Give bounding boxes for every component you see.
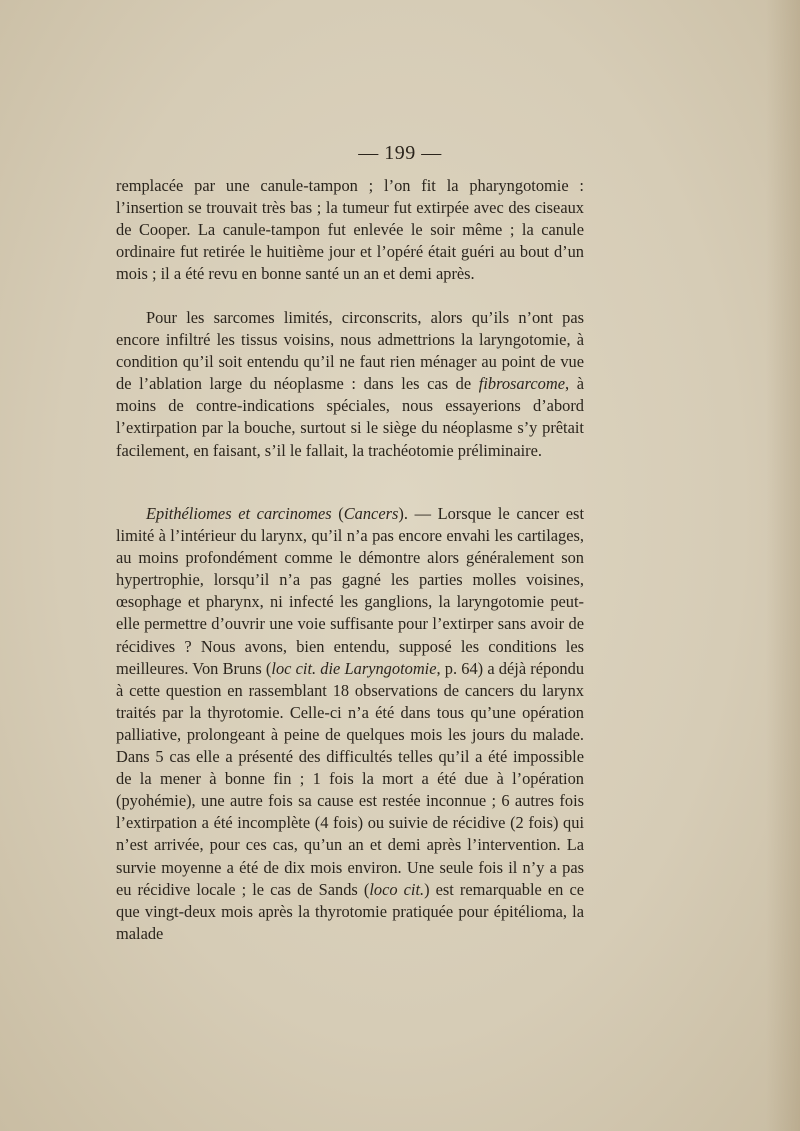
paragraph-2-text-b: , à moins de contre-indications spéciales, nous essayerions d’abord l’extirpation par la bouche, surtout si le siège du néoplasme s’y prêtait facilement, en faisant, s’il le fallait, la trachéotomie préliminaire. xyxy=(116,374,584,460)
paragraph-3-paren-open: ( xyxy=(331,504,344,523)
citation-von-bruns: loc cit. die Laryngotomie xyxy=(271,658,437,678)
page-number: — 199 — xyxy=(358,142,442,164)
paragraph-3-text-b: , p. 64) a déjà répondu à cette question en rassemblant 18 observations de cancers du larynx traités par la thyrotomie. Celle-ci n’a été dans tous qu’une opération palliative, prolongeant à peine de quelques mois les jours du malade. Dans 5 cas elle a présenté des difficultés telles qu’il a été impossible de la mener à bonne fin ; 1 fois la mort a été due à l’opération (pyohémie), une autre fois sa cause est restée inconnue ; 6 autres fois l’extirpation a été incomplète (4 fois) ou suivie de récidive (2 fois) qui n’est arrivée, pour ces cas, qu’un an et demi après l’intervention. La survie moyenne a été de dix mois environ. Une seule fois il n’y a pas eu récidive locale ; le cas de Sands ( xyxy=(116,658,585,899)
paragraph-1-text: remplacée par une canule-tampon ; l’on fit la pharyngotomie : l’insertion se trouvait très bas ; la tumeur fut extirpée avec des ciseaux de Cooper. La canule-tampon fut enlevée le soir même ; la canule ordinaire fut retirée le huitième jour et l’opéré était guéri au bout d’un mois ; il a été revu en bonne santé un an et demi après. xyxy=(116,176,584,284)
citation-sands: loco cit. xyxy=(369,879,425,899)
section-heading-italic: Epithéliomes et carcinomes xyxy=(146,504,332,523)
paragraph-2-text-a: Pour les sarcomes limités, circonscrits, alors qu’ils n’ont pas encore infiltré les tissus voisins, nous admettrions la laryngotomie, à condition qu’il soit entendu qu’il ne faut rien ménager au point de vue de l’ablation large du néoplasme : dans les cas de xyxy=(116,308,584,394)
paragraph-3-text-a: ). — Lorsque le cancer est limité à l’intérieur du larynx, qu’il n’a pas encore envahi les cartilages, au moins profondément comme le démontre alors généralement son hypertrophie, lorsqu’il n’a pas gagné les parties molles voisines, œsophage et pharynx, ni infecté les ganglions, la laryngotomie peut-elle permettre d’ouvrir une voie suffisante pour l’extirper sans avoir de récidives ? Nous avons, bien entendu, supposé les conditions les meilleures. Von Bruns ( xyxy=(116,504,584,678)
paragraph-2-italic: fibrosarcome xyxy=(478,374,565,394)
paragraph-2 xyxy=(116,307,584,462)
paragraph-1 xyxy=(116,175,584,285)
paragraph-3 xyxy=(116,503,584,945)
section-heading-cancers: Cancers xyxy=(343,504,399,523)
paragraph-3-text-c: ) est remarquable en ce que vingt-deux mois après la thyrotomie pratiquée pour épitélioma, la malade xyxy=(116,879,584,943)
page-edge-shadow xyxy=(766,0,800,1131)
